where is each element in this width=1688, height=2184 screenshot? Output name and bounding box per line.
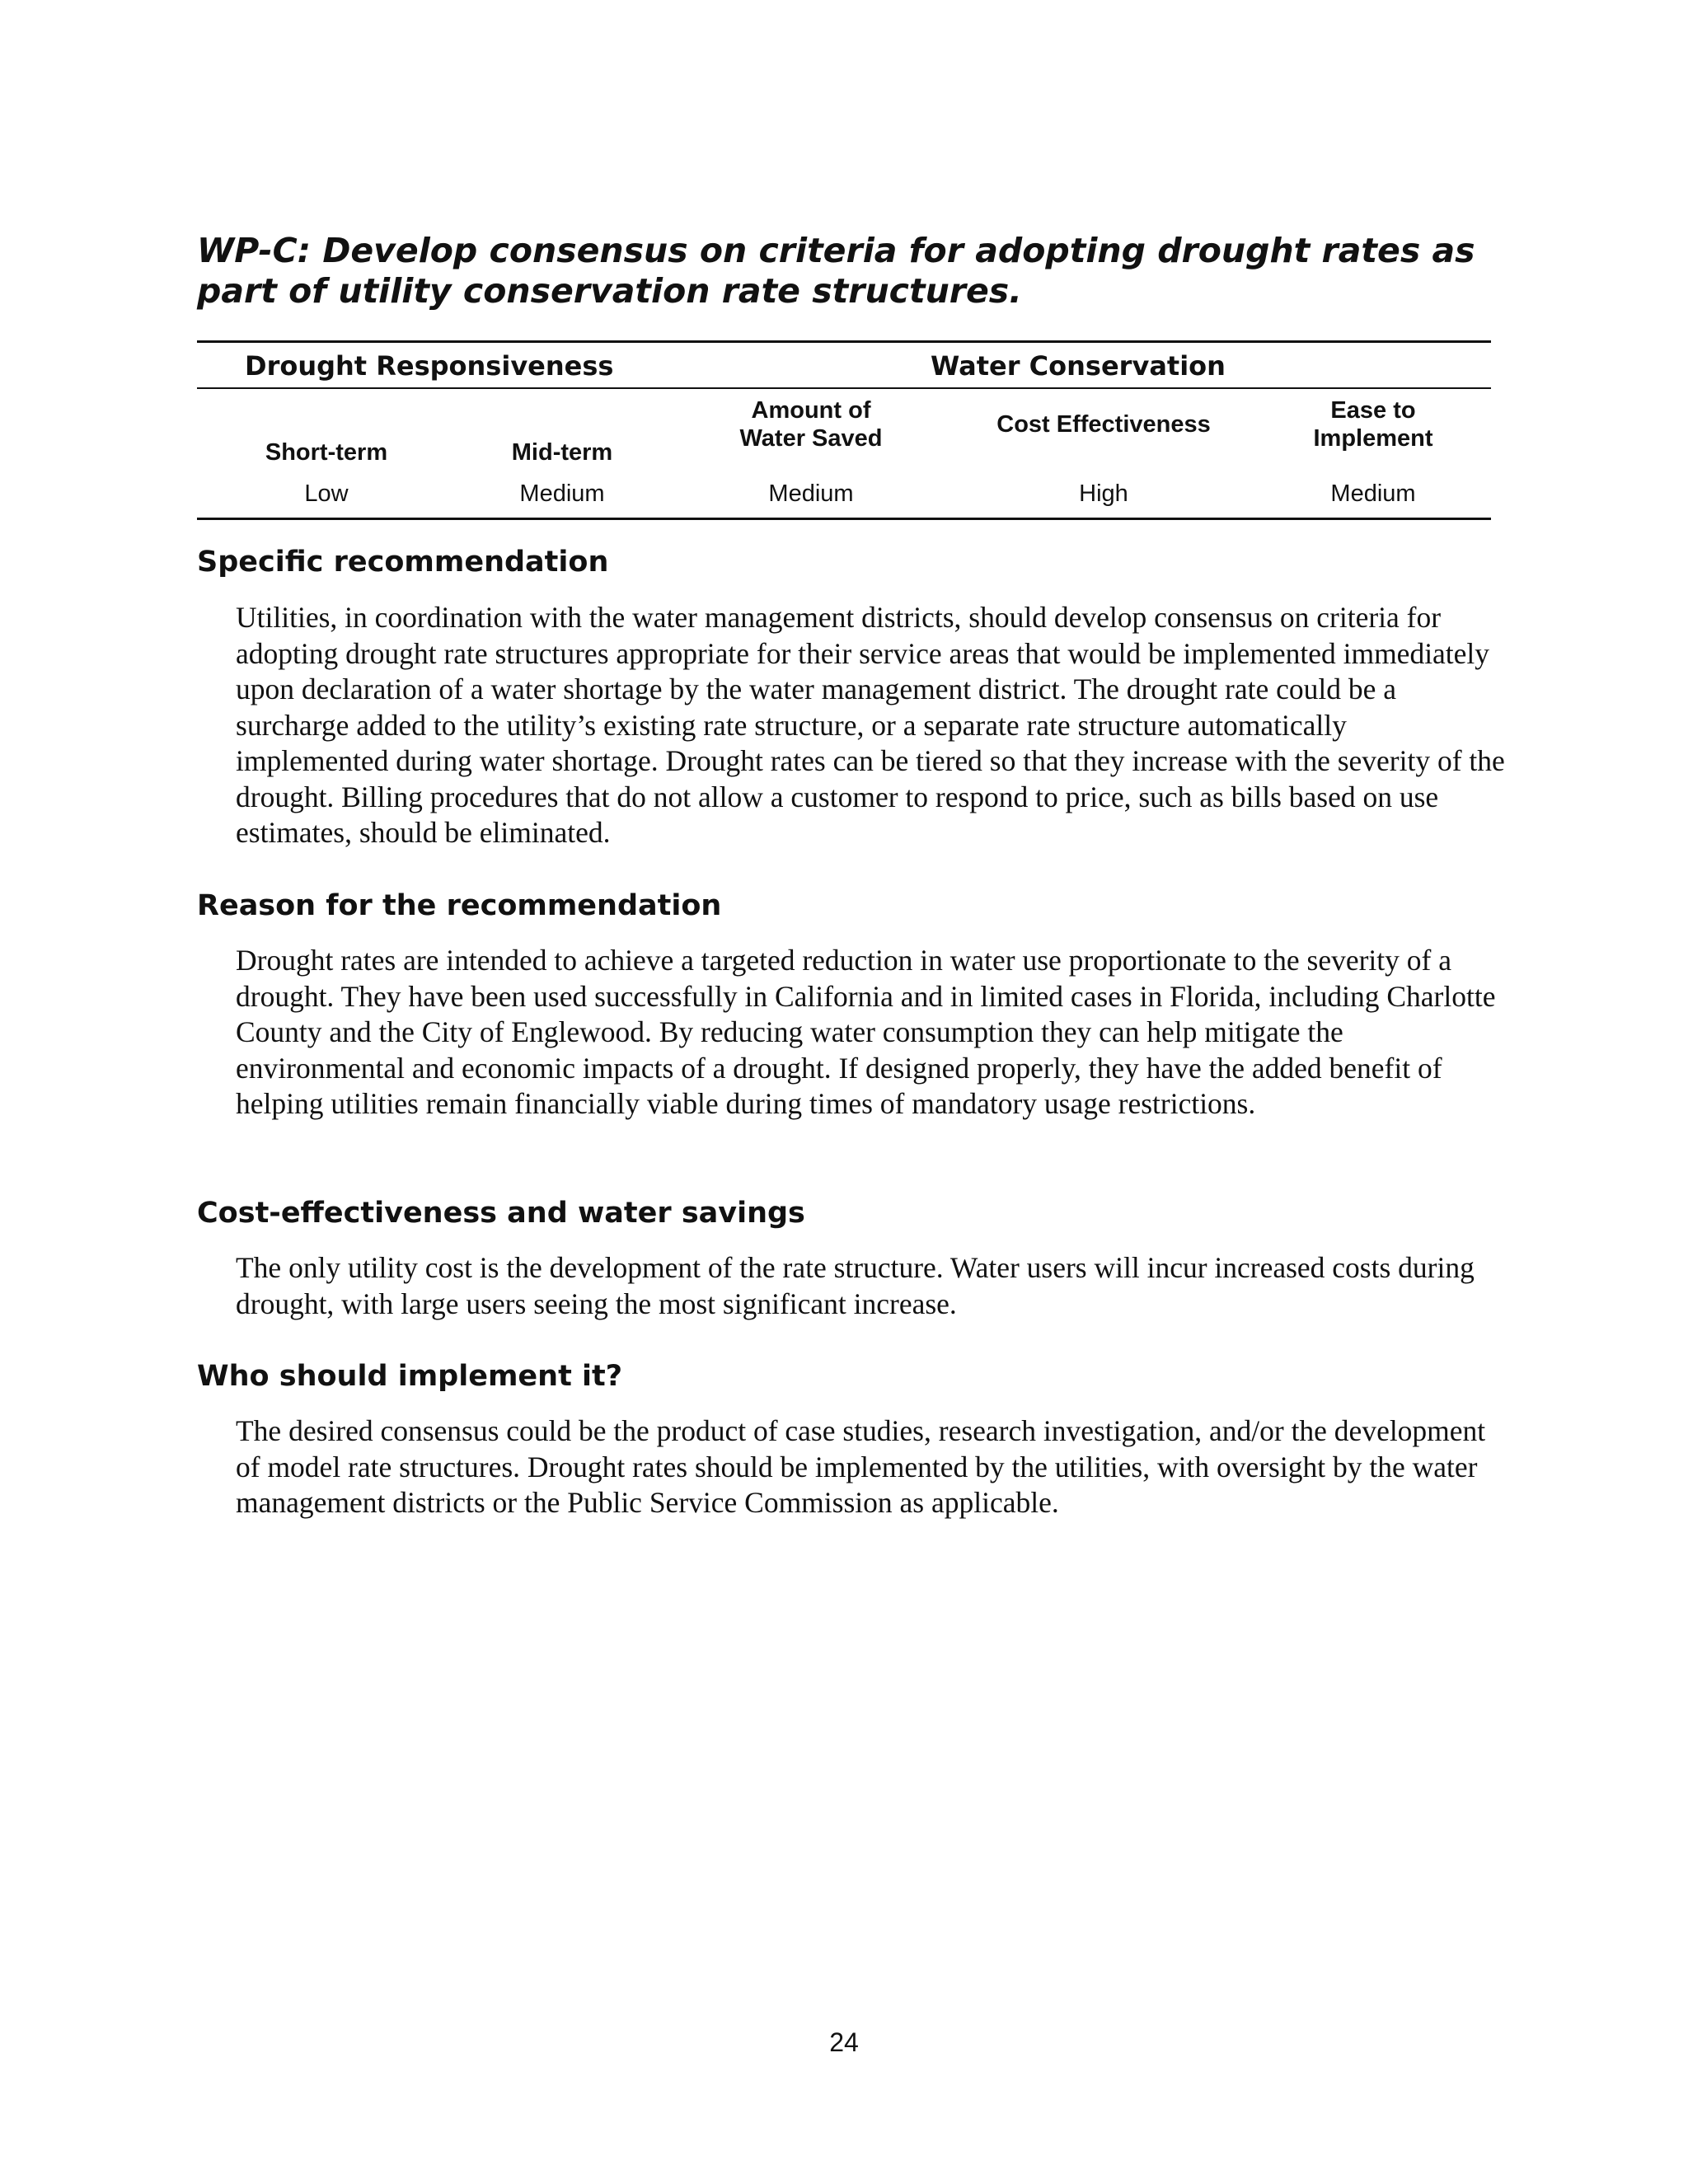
group-label-water-conservation: Water Conservation (931, 350, 1226, 382)
column-header-ease-to-implement: Ease to Implement (1313, 397, 1433, 452)
table-bottom-rule (197, 518, 1491, 520)
table-group-row (197, 343, 1491, 387)
group-label-drought-responsiveness: Drought Responsiveness (245, 350, 614, 382)
column-header-short-term: Short-term (265, 439, 388, 466)
section-text-specific-recommendation: Utilities, in coordination with the water management districts, should develop consensus on criteria for adopting drought rate structures appropriate for their service areas that would be implemented immediately upon declaration of a water shortage by the water management district. The drought rate could be a surcharge added to the utility’s existing rate structure, or a separate rate structure automatically implemented during water shortage. Drought rates can be tiered so that they increase with the severity of the drought. Billing procedures that do not allow a customer to respond to price, such as bills based on use estimates, should be eliminated. (236, 601, 1505, 849)
column-header-mid-term: Mid-term (511, 439, 613, 466)
table-header-row (197, 389, 1491, 471)
section-heading-reason-for-recommendation: Reason for the recommendation (197, 889, 722, 922)
value-short-term: Low (304, 480, 349, 507)
value-cost-effectiveness: High (1079, 480, 1128, 507)
table-row (197, 471, 1491, 518)
section-text-reason-for-recommendation: Drought rates are intended to achieve a targeted reduction in water use proportionate to the severity of a drought. They have been used successfully in California and in limited cases in Florida, including Charlotte County and the City of Englewood. By reducing water consumption they can help mitigate the environmental and economic impacts of a drought. If designed properly, they have the added benefit of helping utilities remain financially viable during times of mandatory usage restrictions. (236, 944, 1496, 1120)
section-text-who-should-implement: The desired consensus could be the product of case studies, research investigation, and/or the development of model rate structures. Drought rates should be implemented by the utilities, with oversight by the water management districts or the Public Service Commission as applicable. (236, 1414, 1486, 1519)
rating-table (197, 340, 1491, 520)
column-header-amount-of-water-saved: Amount of Water Saved (739, 397, 883, 452)
section-heading-specific-recommendation: Specific recommendation (197, 546, 609, 579)
section-heading-cost-effectiveness: Cost-effectiveness and water savings (197, 1197, 805, 1230)
page-title: WP-C: Develop consensus on criteria for adopting drought rates as part of utility conservation rate structures. (197, 231, 1475, 311)
page-number: 24 (829, 2027, 859, 2057)
section-heading-who-should-implement: Who should implement it? (197, 1360, 623, 1393)
column-header-cost-effectiveness: Cost Effectiveness (996, 411, 1211, 438)
value-amount-of-water-saved: Medium (768, 480, 854, 507)
section-text-cost-effectiveness: The only utility cost is the development of the rate structure. Water users will incur increased costs during drought, with large users seeing the most significant increase. (236, 1251, 1475, 1320)
value-ease-to-implement: Medium (1330, 480, 1416, 507)
value-mid-term: Medium (519, 480, 605, 507)
